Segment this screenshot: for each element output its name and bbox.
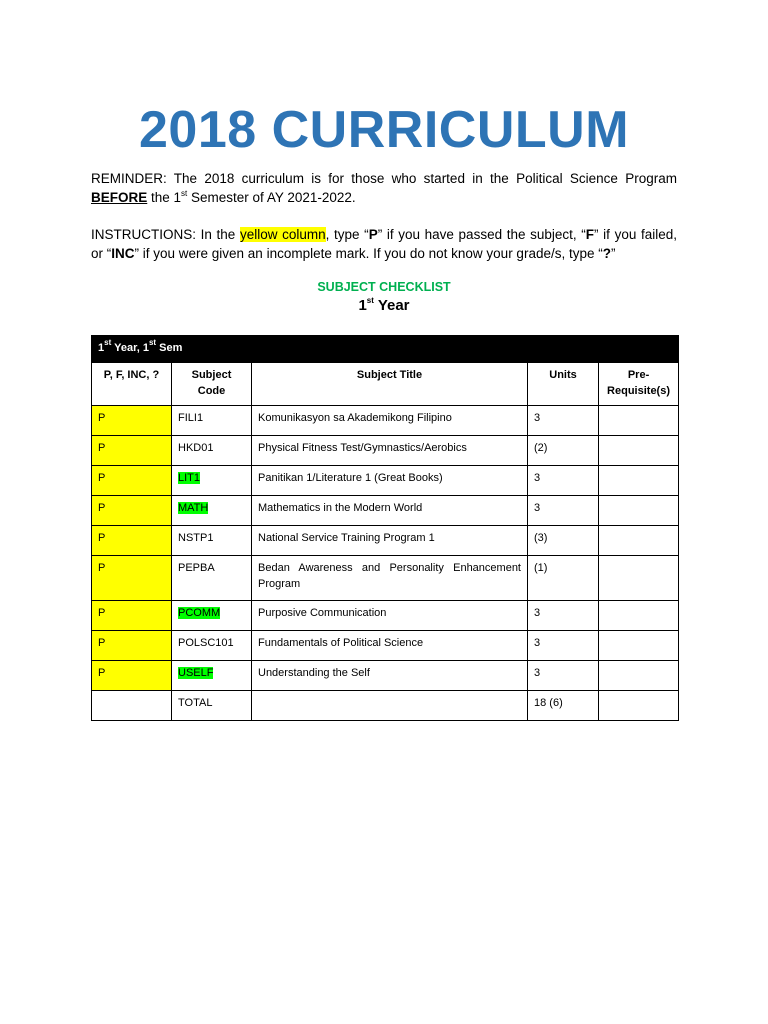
grade-mark-cell[interactable]: P <box>92 436 172 466</box>
subject-title: Panitikan 1/Literature 1 (Great Books) <box>252 466 528 496</box>
column-header-row <box>92 363 679 406</box>
subject-code-cell <box>172 556 252 601</box>
yellow-column-highlight: yellow column <box>239 227 326 242</box>
reminder-before: BEFORE <box>91 190 148 205</box>
table-row <box>92 466 679 496</box>
subject-prereq <box>599 466 679 496</box>
instructions-text-c: ” if you failed, <box>594 227 678 242</box>
subject-title: National Service Training Program 1 <box>252 526 528 556</box>
reminder-text: the 1 <box>147 190 182 205</box>
subject-code-cell <box>172 466 252 496</box>
subject-code-cell <box>172 526 252 556</box>
subject-units: (2) <box>528 436 599 466</box>
total-label: TOTAL <box>172 691 252 721</box>
instructions-text-d: or “ <box>91 246 112 261</box>
grade-mark-cell[interactable]: P <box>92 661 172 691</box>
subject-code-cell <box>172 406 252 436</box>
semester-label: 1st Year, 1st Sem <box>92 336 679 363</box>
subject-prereq <box>599 436 679 466</box>
subject-rows <box>92 406 679 691</box>
subject-title: Physical Fitness Test/Gymnastics/Aerobics <box>252 436 528 466</box>
instructions-text-a: , type “ <box>325 227 369 242</box>
checklist-heading: SUBJECT CHECKLIST <box>317 280 451 294</box>
subject-title: Komunikasyon sa Akademikong Filipino <box>252 406 528 436</box>
grade-mark-cell[interactable]: P <box>92 631 172 661</box>
year-text: Year <box>373 297 410 314</box>
subject-prereq <box>599 526 679 556</box>
grade-mark-cell[interactable]: P <box>92 466 172 496</box>
subject-title: Understanding the Self <box>252 661 528 691</box>
semester-header-row <box>92 336 679 363</box>
instructions-p: P <box>368 227 378 242</box>
subject-code: HKD01 <box>178 442 214 454</box>
col-header-mark: P, F, INC, ? <box>92 363 172 406</box>
instructions-text-g: ” <box>610 246 616 261</box>
subject-prereq <box>599 631 679 661</box>
total-row <box>92 691 679 721</box>
subject-prereq <box>599 406 679 436</box>
subject-units: 3 <box>528 406 599 436</box>
instructions-text-b: ” if you have passed the subject, “ <box>377 227 586 242</box>
instructions-paragraph <box>91 225 677 263</box>
total-units: 18 (6) <box>528 691 599 721</box>
subject-prereq <box>599 601 679 631</box>
total-title-cell <box>252 691 528 721</box>
subject-prereq <box>599 661 679 691</box>
grade-mark-cell[interactable]: P <box>92 526 172 556</box>
reminder-paragraph <box>91 169 677 207</box>
year-num: 1 <box>358 297 367 314</box>
table-row <box>92 556 679 601</box>
instructions-q: ? <box>602 246 611 261</box>
subject-prereq <box>599 496 679 526</box>
subject-title: Mathematics in the Modern World <box>252 496 528 526</box>
grade-mark-cell[interactable]: P <box>92 601 172 631</box>
subject-code-cell <box>172 631 252 661</box>
table-row <box>92 406 679 436</box>
col-header-code: Subject Code <box>172 363 252 406</box>
subject-code-cell <box>172 661 252 691</box>
subject-units: 3 <box>528 661 599 691</box>
subject-title: Fundamentals of Political Science <box>252 631 528 661</box>
reminder-text-end: Semester of AY 2021-2022. <box>187 190 356 205</box>
subject-title: Bedan Awareness and Personality Enhancement Program <box>252 556 528 601</box>
table-row <box>92 631 679 661</box>
subject-code: LIT1 <box>178 472 201 484</box>
instructions-label: INSTRUCTIONS: In the <box>91 227 240 242</box>
year-heading <box>0 297 768 314</box>
reminder-sup: st <box>181 188 188 198</box>
subject-code: POLSC101 <box>178 637 234 649</box>
table-row <box>92 526 679 556</box>
subject-units: 3 <box>528 631 599 661</box>
instructions-f: F <box>585 227 595 242</box>
subject-code: PCOMM <box>178 607 221 619</box>
grade-mark-cell[interactable]: P <box>92 556 172 601</box>
col-header-title: Subject Title <box>252 363 528 406</box>
subject-code: FILI1 <box>178 412 204 424</box>
table-row <box>92 496 679 526</box>
page-title: 2018 CURRICULUM <box>138 101 630 159</box>
grade-mark-cell[interactable]: P <box>92 496 172 526</box>
subject-code-cell <box>172 601 252 631</box>
table-row <box>92 601 679 631</box>
reminder-line-1: REMINDER: The 2018 curriculum is for those who started in the Political Science Program <box>91 171 677 186</box>
grade-mark-cell[interactable]: P <box>92 406 172 436</box>
subject-prereq <box>599 556 679 601</box>
subject-code: USELF <box>178 667 214 679</box>
subject-units: (1) <box>528 556 599 601</box>
total-mark-cell <box>92 691 172 721</box>
subject-code: NSTP1 <box>178 532 214 544</box>
subject-title: Purposive Communication <box>252 601 528 631</box>
col-header-prereq: Pre-Requisite(s) <box>599 363 679 406</box>
year-sup: st <box>366 296 374 305</box>
col-header-units: Units <box>528 363 599 406</box>
subject-units: 3 <box>528 466 599 496</box>
subject-units: 3 <box>528 496 599 526</box>
subject-units: 3 <box>528 601 599 631</box>
total-prereq-cell <box>599 691 679 721</box>
instructions-inc: INC <box>111 246 135 261</box>
table-row <box>92 661 679 691</box>
subject-checklist-table <box>91 335 679 721</box>
instructions-text-e: ” if you were given an incomplete mark. If you do not know your grade/s, type “ <box>134 246 603 261</box>
subject-code: MATH <box>178 502 209 514</box>
subject-code-cell <box>172 436 252 466</box>
table-row <box>92 436 679 466</box>
subject-code: PEPBA <box>178 562 215 574</box>
subject-code-cell <box>172 496 252 526</box>
subject-units: (3) <box>528 526 599 556</box>
instructions-line-1 <box>91 225 677 244</box>
